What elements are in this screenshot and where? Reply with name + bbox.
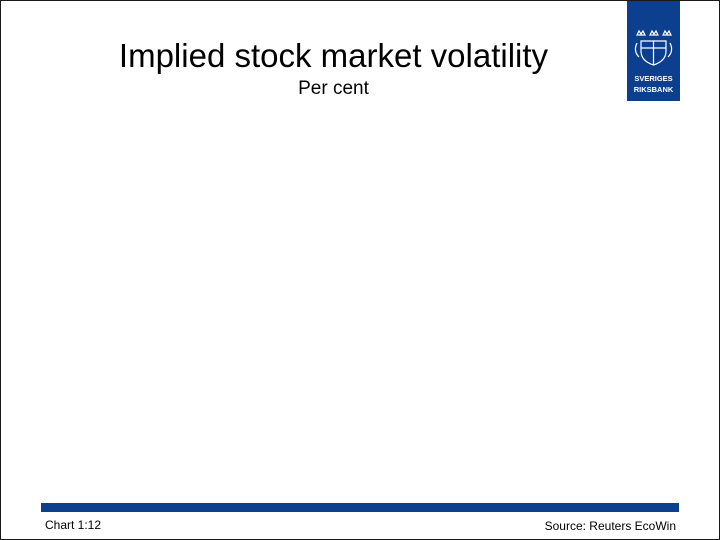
chart-plot — [41, 111, 681, 496]
logo-text-line2: RIKSBANK — [633, 85, 674, 94]
riksbank-logo — [627, 1, 680, 101]
riksbank-crest-icon — [627, 1, 680, 101]
chart-title: Implied stock market volatility — [118, 37, 549, 74]
chart-subtitle: Per cent — [298, 78, 369, 99]
chart-number: Chart 1:12 — [45, 518, 102, 532]
plot-area — [41, 111, 681, 496]
chart-source: Source: Reuters EcoWin — [544, 519, 676, 533]
footer-bar — [41, 503, 679, 512]
logo-text-line1: SVERIGES — [634, 74, 673, 83]
